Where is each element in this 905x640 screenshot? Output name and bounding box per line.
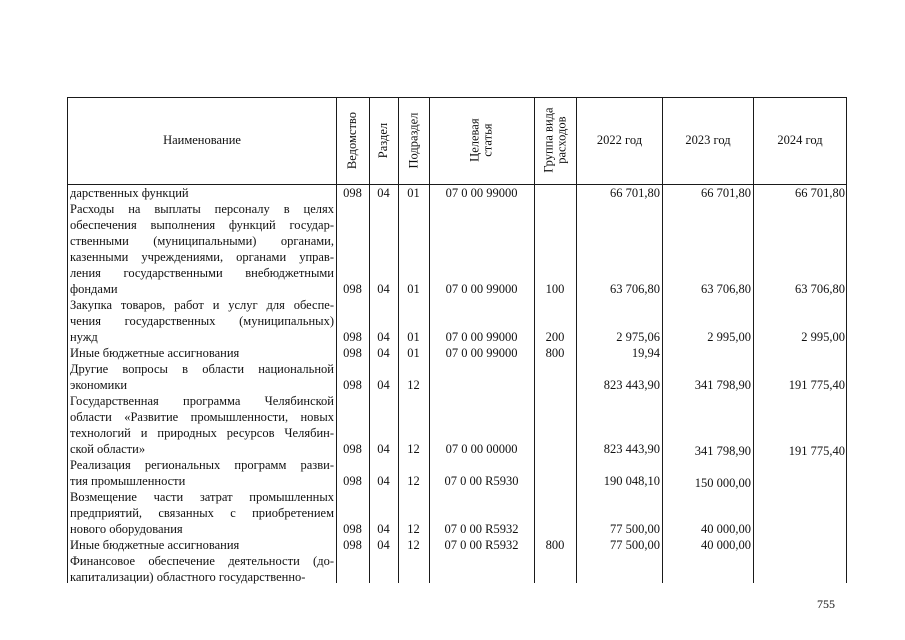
row-name-line: технологий и природных ресурсов Челябин- [70,426,334,440]
row-name-line: капитализации) областного государственно- [70,570,306,584]
header-2024 [754,97,846,184]
row-value-2022: 66 701,80 [610,186,660,200]
header-vedomstvo-label: Ведомство [345,111,360,170]
row-name-line: тия промышленности [70,474,186,488]
row-value-2023: 341 798,90 [694,444,751,458]
row-value-2022: 823 443,90 [603,442,660,456]
row-name-line: чения государственных (муниципальных) [70,314,334,328]
row-value-2023: 40 000,00 [701,538,751,552]
row-razdel: 04 [377,346,390,360]
row-name-line: ственными (муниципальными) органами, [70,234,334,248]
row-razdel: 04 [377,186,390,200]
row-value-2024: 63 706,80 [795,282,845,296]
row-podrazdel: 12 [407,474,420,488]
header-name-label: Наименование [163,132,241,147]
row-podrazdel: 01 [407,346,420,360]
row-gruppa-vida: 800 [545,346,565,360]
row-name-line: Другие вопросы в области национальной [70,362,334,376]
header-celevaya-line2: статья [481,123,495,158]
row-razdel: 04 [377,378,390,392]
header-celevaya-line1: Целевая [467,118,482,163]
row-vedomstvo: 098 [343,378,362,392]
row-name-line: Закупка товаров, работ и услуг для обеспе- [70,298,334,312]
header-podrazdel [399,97,429,184]
row-vedomstvo: 098 [343,522,362,536]
row-vedomstvo: 098 [343,442,362,456]
row-podrazdel: 12 [407,442,420,456]
row-name-line: ской области» [70,442,146,456]
row-name-line: Реализация региональных программ разви- [70,458,334,472]
row-razdel: 04 [377,522,390,536]
row-podrazdel: 12 [407,538,420,552]
row-podrazdel: 01 [407,282,420,296]
row-value-2024: 2 995,00 [801,330,845,344]
row-value-2024: 191 775,40 [788,444,845,458]
row-value-2022: 63 706,80 [610,282,660,296]
row-name-line: Государственная программа Челябинской [70,394,334,408]
row-celevaya-statya: 07 0 00 99000 [445,330,518,344]
row-vedomstvo: 098 [343,186,362,200]
row-name-line: обеспечения выполнения функций государ- [70,218,334,232]
row-value-2022: 77 500,00 [610,538,660,552]
row-celevaya-statya: 07 0 00 99000 [445,346,518,360]
header-celevaya-statya [430,97,534,184]
row-podrazdel: 01 [407,330,420,344]
header-2023 [663,97,753,184]
row-value-2022: 823 443,90 [603,378,660,392]
row-vedomstvo: 098 [343,538,362,552]
row-name-line: области «Развитие промышленности, новых [70,410,334,424]
row-name-line: нужд [70,330,98,344]
header-gruppa-line2: расходов [554,116,569,165]
row-value-2023: 40 000,00 [701,522,751,536]
row-razdel: 04 [377,330,390,344]
row-name-line: казенными учреждениями, органами управ- [70,250,334,264]
row-name-line: экономики [70,378,128,392]
row-celevaya-statya: 07 0 00 R5930 [444,474,519,488]
row-value-2022: 2 975,06 [616,330,660,344]
column-divider [846,97,847,583]
row-gruppa-vida: 800 [545,538,565,552]
budget-table [67,97,847,583]
header-2023-label: 2023 год [685,132,731,147]
row-name-line: Расходы на выплаты персоналу в целях [70,202,334,216]
row-name-line: нового оборудования [70,522,183,536]
header-gruppa-label [542,108,568,173]
row-vedomstvo: 098 [343,474,362,488]
header-2022 [577,97,662,184]
row-celevaya-statya: 07 0 00 99000 [445,186,518,200]
row-name-line: дарственных функций [70,186,189,200]
row-value-2023: 63 706,80 [701,282,751,296]
row-celevaya-statya: 07 0 00 R5932 [444,522,519,536]
row-value-2022: 19,94 [631,346,660,360]
row-value-2022: 77 500,00 [610,522,660,536]
row-vedomstvo: 098 [343,346,362,360]
header-razdel [370,97,398,184]
row-gruppa-vida: 200 [545,330,565,344]
row-razdel: 04 [377,474,390,488]
row-name-line: фондами [70,282,118,296]
header-gruppa-vida [535,97,576,184]
header-podrazdel-label: Подраздел [406,112,421,169]
row-razdel: 04 [377,442,390,456]
row-celevaya-statya: 07 0 00 R5932 [444,538,519,552]
row-name-line: Иные бюджетные ассигнования [70,346,240,360]
row-name-line: Возмещение части затрат промышленных [70,490,334,504]
row-name-line: Иные бюджетные ассигнования [70,538,240,552]
header-gruppa-line1: Группа вида [541,107,556,174]
header-name [68,97,336,184]
row-value-2023: 66 701,80 [701,186,751,200]
row-podrazdel: 12 [407,378,420,392]
row-vedomstvo: 098 [343,282,362,296]
row-name-line: ления государственными внебюджетными [70,266,334,280]
row-value-2022: 190 048,10 [603,474,660,488]
row-vedomstvo: 098 [343,330,362,344]
row-value-2024: 66 701,80 [795,186,845,200]
row-value-2023: 150 000,00 [694,476,751,490]
header-celevaya-label [469,119,495,162]
row-razdel: 04 [377,282,390,296]
header-vedomstvo [337,97,369,184]
row-name-line: предприятий, связанных с приобретением [70,506,334,520]
page-number: 755 [817,597,835,611]
row-celevaya-statya: 07 0 00 99000 [445,282,518,296]
row-gruppa-vida: 100 [545,282,565,296]
header-2024-label: 2024 год [777,132,823,147]
row-value-2023: 341 798,90 [694,378,751,392]
row-value-2024: 191 775,40 [788,378,845,392]
row-celevaya-statya: 07 0 00 00000 [445,442,518,456]
row-value-2023: 2 995,00 [707,330,751,344]
row-podrazdel: 12 [407,522,420,536]
row-name-line: Финансовое обеспечение деятельности (до- [70,554,334,568]
header-2022-label: 2022 год [596,132,643,147]
row-razdel: 04 [377,538,390,552]
row-podrazdel: 01 [407,186,420,200]
header-razdel-label: Раздел [376,122,391,159]
